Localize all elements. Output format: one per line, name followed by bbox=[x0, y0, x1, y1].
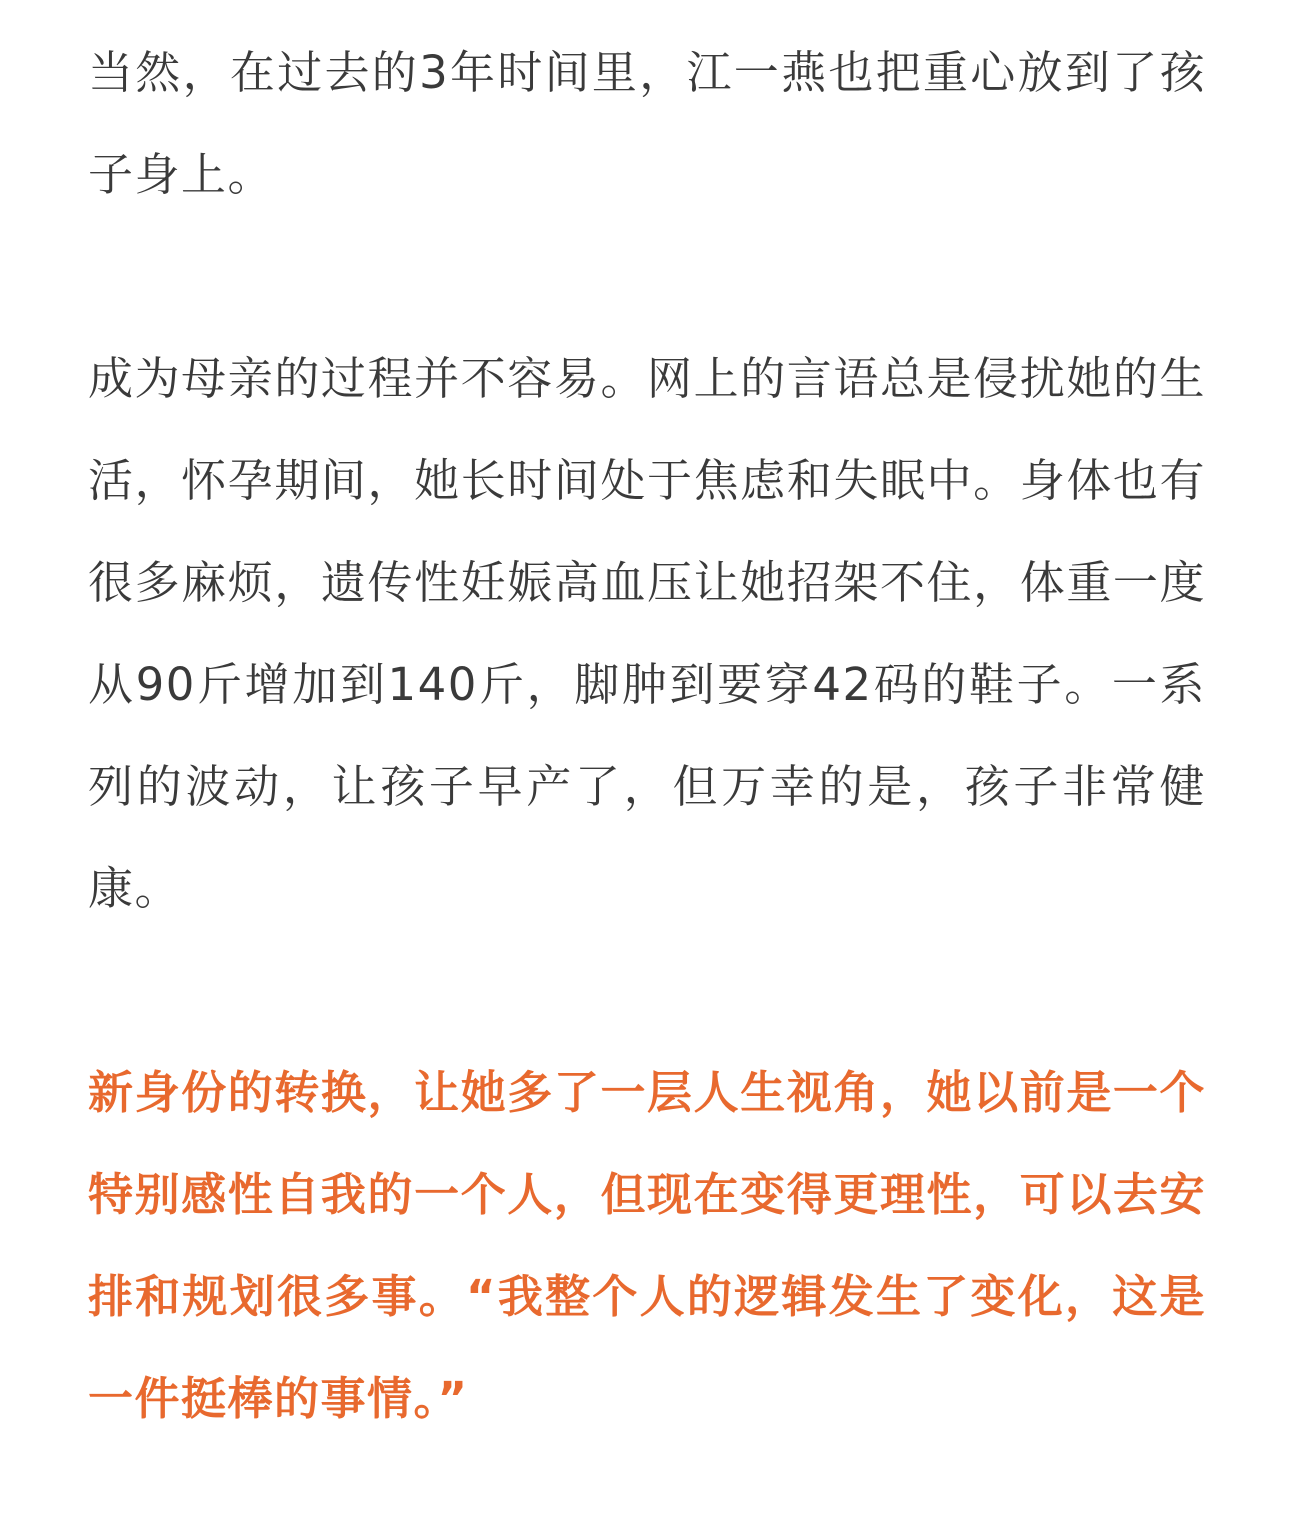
paragraph-focus-on-child: 当然，在过去的3年时间里，江一燕也把重心放到了孩子身上。 bbox=[88, 46, 1206, 201]
paragraph-highlight-new-identity: 新身份的转换，让她多了一层人生视角，她以前是一个特别感性自我的一个人，但现在变得更理性，可以去安排和规划很多事。“我整个人的逻辑发生了变化，这是一件挺棒的事情。” bbox=[88, 1066, 1206, 1425]
article-body bbox=[88, 22, 1206, 1450]
paragraph-motherhood-difficulties: 成为母亲的过程并不容易。网上的言语总是侵扰她的生活，怀孕期间，她长时间处于焦虑和失眠中。身体也有很多麻烦，遗传性妊娠高血压让她招架不住，体重一度从90斤增加到140斤，脚肿到要穿42码的鞋子。一系列的波动，让孩子早产了，但万幸的是，孩子非常健康。 bbox=[88, 352, 1206, 915]
